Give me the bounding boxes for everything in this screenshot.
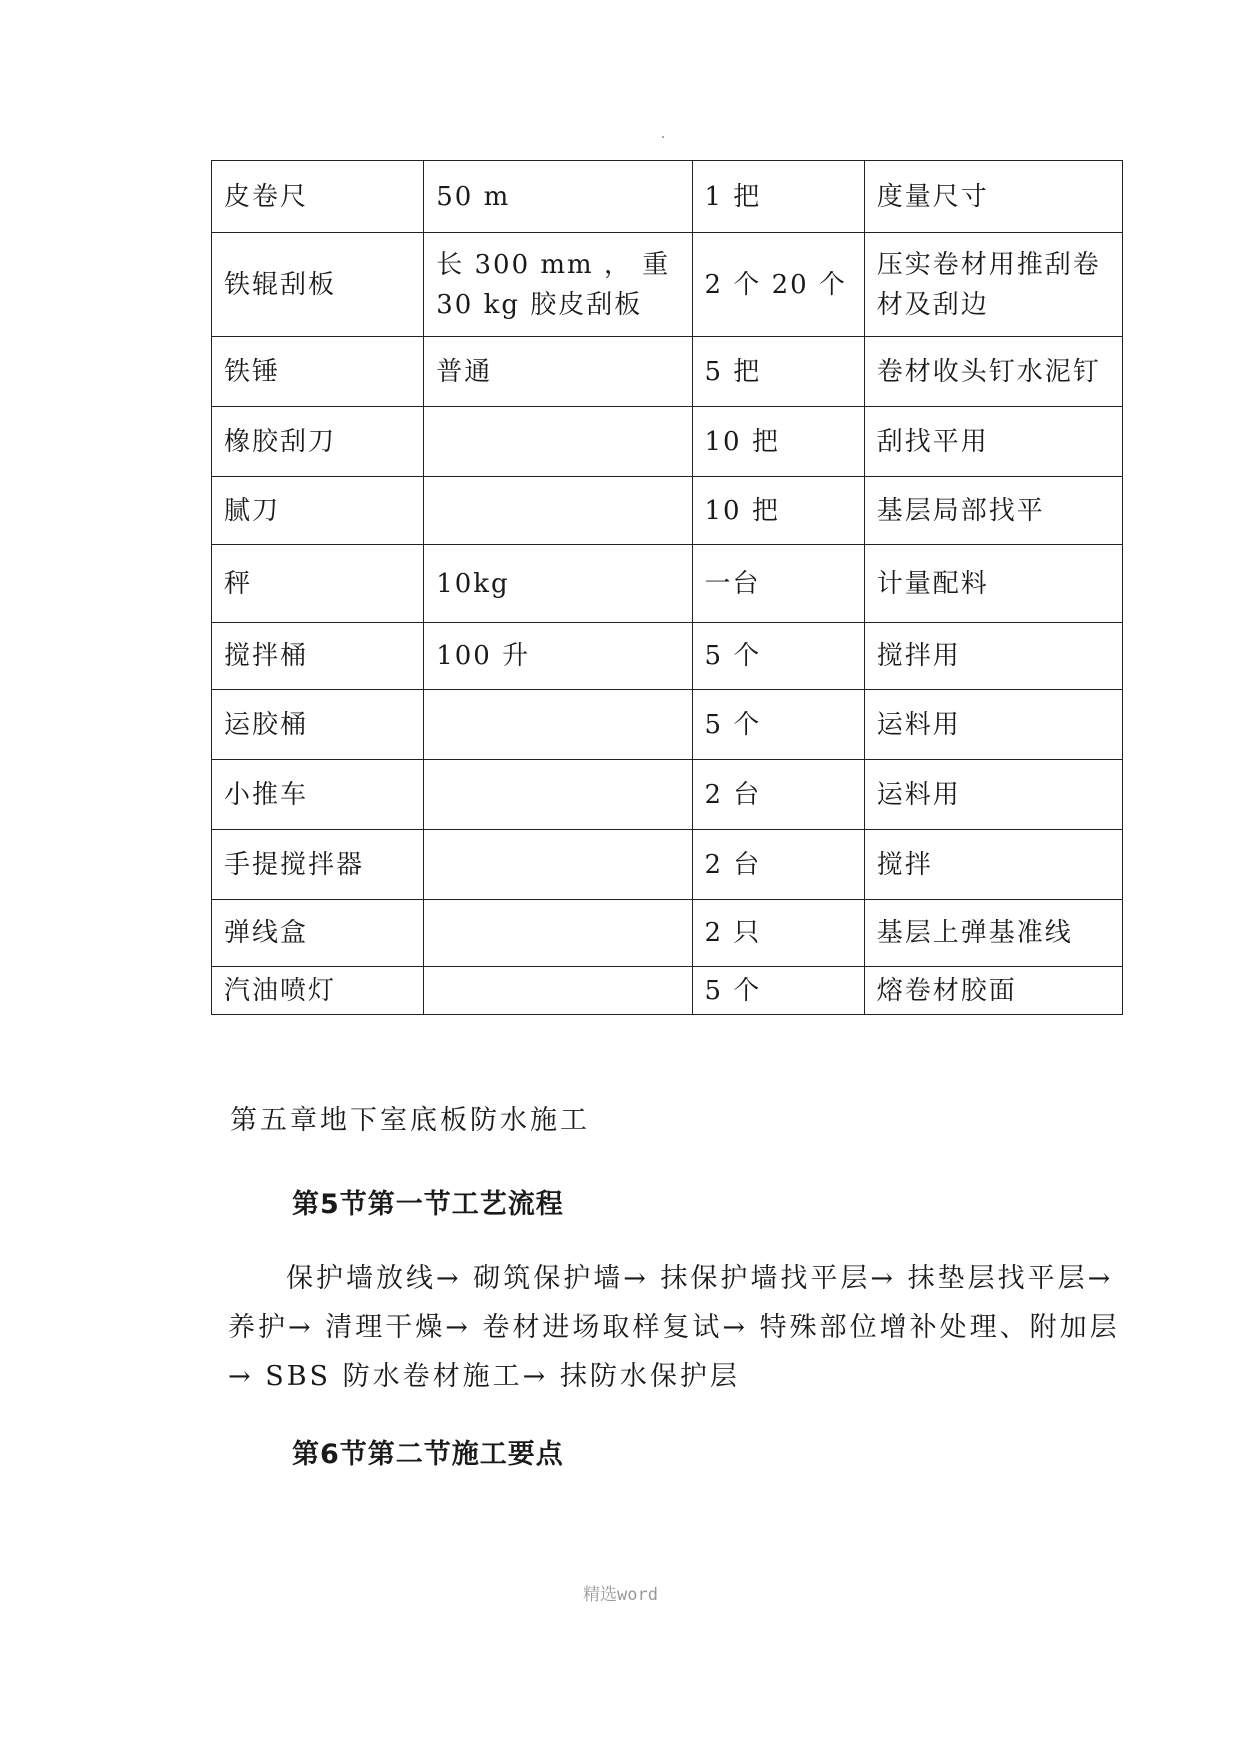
process-text: 保护墙放线→ 砌筑保护墙→ 抹保护墙找平层→ 抹垫层找平层→ 养护→ 清理干燥→ 卷材进场取样复试→ 特殊部位增补处理、附加层→ SBS 防水卷材施工→ 抹防水保护层 xyxy=(228,1263,1120,1392)
tool-name-cell: 腻刀 xyxy=(212,477,424,545)
tool-use-cell: 运料用 xyxy=(864,760,1122,830)
tool-spec-cell xyxy=(424,900,692,967)
chapter-title: 第五章地下室底板防水施工 xyxy=(230,1105,590,1136)
tool-name-cell: 铁锤 xyxy=(212,337,424,407)
tool-qty-cell: 2 只 xyxy=(692,900,864,967)
tool-use-cell: 搅拌用 xyxy=(864,623,1122,690)
tool-qty-cell: 10 把 xyxy=(692,407,864,477)
tool-use-cell: 刮找平用 xyxy=(864,407,1122,477)
table-row xyxy=(212,623,1123,690)
tool-name-cell: 橡胶刮刀 xyxy=(212,407,424,477)
tool-spec-cell xyxy=(424,690,692,760)
tool-qty-cell: 5 把 xyxy=(692,337,864,407)
section-heading: 第5节第一节工艺流程 xyxy=(292,1189,564,1220)
tool-name-cell: 皮卷尺 xyxy=(212,161,424,233)
tool-spec-cell xyxy=(424,407,692,477)
tool-spec-cell xyxy=(424,967,692,1015)
tool-use-cell: 熔卷材胶面 xyxy=(864,967,1122,1015)
tool-name-cell: 汽油喷灯 xyxy=(212,967,424,1015)
tool-use-cell: 压实卷材用推刮卷材及刮边 xyxy=(864,233,1122,337)
process-paragraph xyxy=(228,1254,1134,1401)
tools-table xyxy=(211,160,1123,1015)
tool-spec-cell xyxy=(424,477,692,545)
tool-spec-cell: 普通 xyxy=(424,337,692,407)
tool-name-cell: 搅拌桶 xyxy=(212,623,424,690)
tool-use-cell: 基层上弹基准线 xyxy=(864,900,1122,967)
tools-table-body xyxy=(212,161,1123,1015)
tool-name-cell: 弹线盒 xyxy=(212,900,424,967)
tool-spec-cell: 50 m xyxy=(424,161,692,233)
tool-qty-cell: 一台 xyxy=(692,545,864,623)
tool-use-cell: 基层局部找平 xyxy=(864,477,1122,545)
section-heading: 第6节第二节施工要点 xyxy=(292,1439,564,1470)
tool-spec-cell: 10kg xyxy=(424,545,692,623)
table-row xyxy=(212,830,1123,900)
tool-qty-cell: 10 把 xyxy=(692,477,864,545)
tool-qty-cell: 5 个 xyxy=(692,967,864,1015)
tool-use-cell: 搅拌 xyxy=(864,830,1122,900)
table-row xyxy=(212,477,1123,545)
tool-qty-cell: 1 把 xyxy=(692,161,864,233)
tool-qty-cell: 5 个 xyxy=(692,690,864,760)
table-row xyxy=(212,545,1123,623)
tool-use-cell: 卷材收头钉水泥钉 xyxy=(864,337,1122,407)
tool-spec-cell xyxy=(424,760,692,830)
table-row xyxy=(212,407,1123,477)
table-row xyxy=(212,900,1123,967)
tool-spec-cell: 长 300 mm ， 重 30 kg 胶皮刮板 xyxy=(424,233,692,337)
table-row xyxy=(212,161,1123,233)
tool-name-cell: 运胶桶 xyxy=(212,690,424,760)
table-row xyxy=(212,233,1123,337)
table-row xyxy=(212,337,1123,407)
table-row xyxy=(212,690,1123,760)
page-marker-dot xyxy=(662,136,664,138)
tool-name-cell: 小推车 xyxy=(212,760,424,830)
table-row xyxy=(212,760,1123,830)
tool-qty-cell: 2 台 xyxy=(692,830,864,900)
tool-qty-cell: 2 台 xyxy=(692,760,864,830)
tool-name-cell: 铁辊刮板 xyxy=(212,233,424,337)
tool-spec-cell xyxy=(424,830,692,900)
tool-name-cell: 手提搅拌器 xyxy=(212,830,424,900)
tool-qty-cell: 2 个 20 个 xyxy=(692,233,864,337)
tool-qty-cell: 5 个 xyxy=(692,623,864,690)
table-row xyxy=(212,967,1123,1015)
tool-name-cell: 秤 xyxy=(212,545,424,623)
page-footer: 精选word xyxy=(583,1585,658,1605)
tool-use-cell: 度量尺寸 xyxy=(864,161,1122,233)
tool-use-cell: 运料用 xyxy=(864,690,1122,760)
tool-spec-cell: 100 升 xyxy=(424,623,692,690)
tool-use-cell: 计量配料 xyxy=(864,545,1122,623)
